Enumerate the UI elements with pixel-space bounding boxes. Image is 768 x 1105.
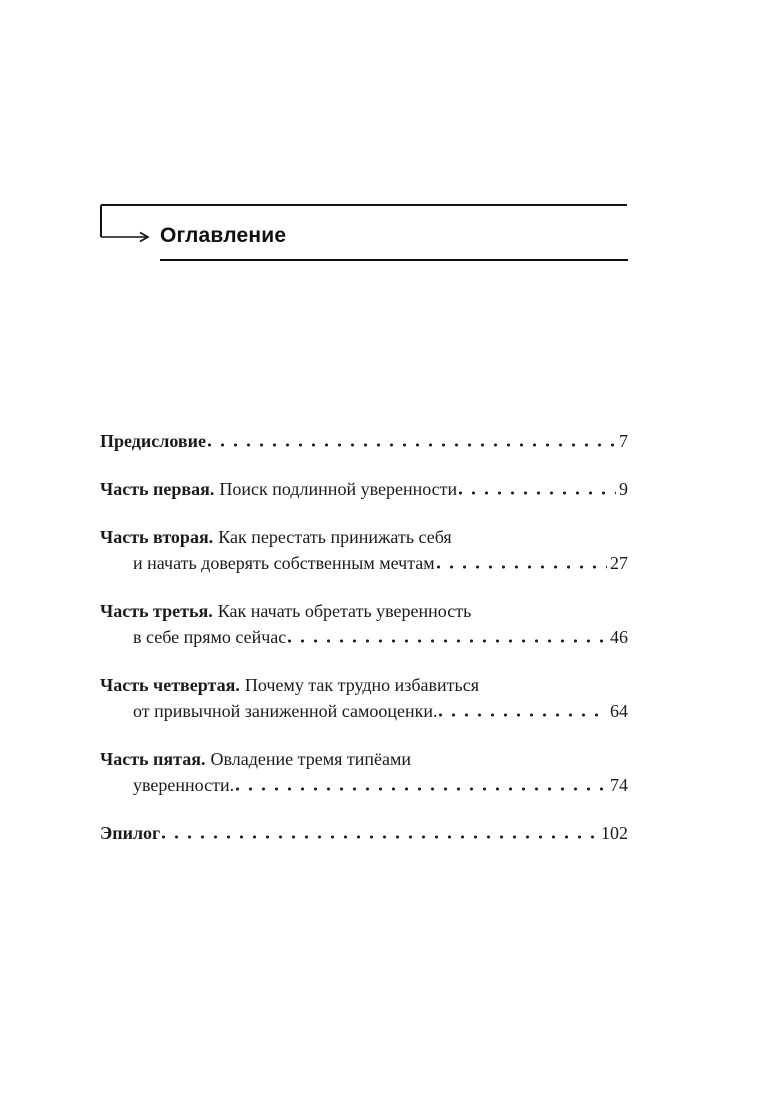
toc-entry-page-number: 102 <box>601 823 628 843</box>
dot-leader <box>439 698 607 724</box>
toc-entry-line1 <box>100 476 628 502</box>
toc-entry-line1 <box>100 428 628 454</box>
toc-entry-line1 <box>100 746 628 772</box>
toc-entry-subtitle: Почему так трудно избавиться <box>244 675 480 695</box>
toc-entry-subtitle-continued: уверенности. <box>133 775 235 795</box>
toc-entry-title: Часть пятая. <box>100 749 206 769</box>
toc-entry-title: Часть вторая. <box>100 527 214 547</box>
toc-entry-title: Часть четвертая. <box>100 675 240 695</box>
toc-entry-page-number: 27 <box>610 553 628 573</box>
toc-entry-title: Эпилог <box>100 823 161 843</box>
title-underline-rule <box>160 259 628 261</box>
toc-entry-line2 <box>100 772 628 798</box>
toc-entry-line1 <box>100 672 628 698</box>
toc-entry <box>100 428 628 454</box>
dot-leader <box>437 550 607 576</box>
toc-entry-page-number: 46 <box>610 627 628 647</box>
toc-entry <box>100 672 628 724</box>
toc-entry-line1 <box>100 820 628 846</box>
toc-entry-line2 <box>100 698 628 724</box>
toc-entry-subtitle: Поиск подлинной уверенности <box>219 479 458 499</box>
toc-entry-subtitle-continued: от привычной заниженной самооценки. <box>133 701 438 721</box>
toc-entry-subtitle: Как начать обретать уверенность <box>217 601 472 621</box>
toc-list <box>100 428 628 868</box>
dot-leader <box>162 820 598 846</box>
dot-leader <box>459 476 616 502</box>
page-title: Оглавление <box>160 224 287 247</box>
toc-entry-page-number: 7 <box>619 431 628 451</box>
toc-entry-title: Предисловие <box>100 431 206 451</box>
toc-entry-subtitle-continued: в себе прямо сейчас <box>133 627 287 647</box>
dot-leader <box>208 428 616 454</box>
toc-entry-page-number: 9 <box>619 479 628 499</box>
toc-entry <box>100 598 628 650</box>
toc-entry-title: Часть первая. <box>100 479 215 499</box>
toc-entry-line2 <box>100 550 628 576</box>
toc-entry-subtitle-continued: и начать доверять собственным мечтам <box>133 553 435 573</box>
toc-entry-page-number: 74 <box>610 775 628 795</box>
toc-entry <box>100 746 628 798</box>
toc-entry-subtitle: Как перестать принижать себя <box>218 527 452 547</box>
toc-entry-page-number: 64 <box>610 701 628 721</box>
toc-entry <box>100 524 628 576</box>
toc-entry-subtitle: Овладение тремя типёами <box>210 749 412 769</box>
toc-entry <box>100 820 628 846</box>
chapter-header <box>100 203 628 265</box>
toc-entry-line1 <box>100 524 628 550</box>
dot-leader <box>288 624 607 650</box>
toc-entry <box>100 476 628 502</box>
toc-entry-line2 <box>100 624 628 650</box>
toc-entry-title: Часть третья. <box>100 601 213 621</box>
dot-leader <box>236 772 607 798</box>
toc-entry-line1 <box>100 598 628 624</box>
